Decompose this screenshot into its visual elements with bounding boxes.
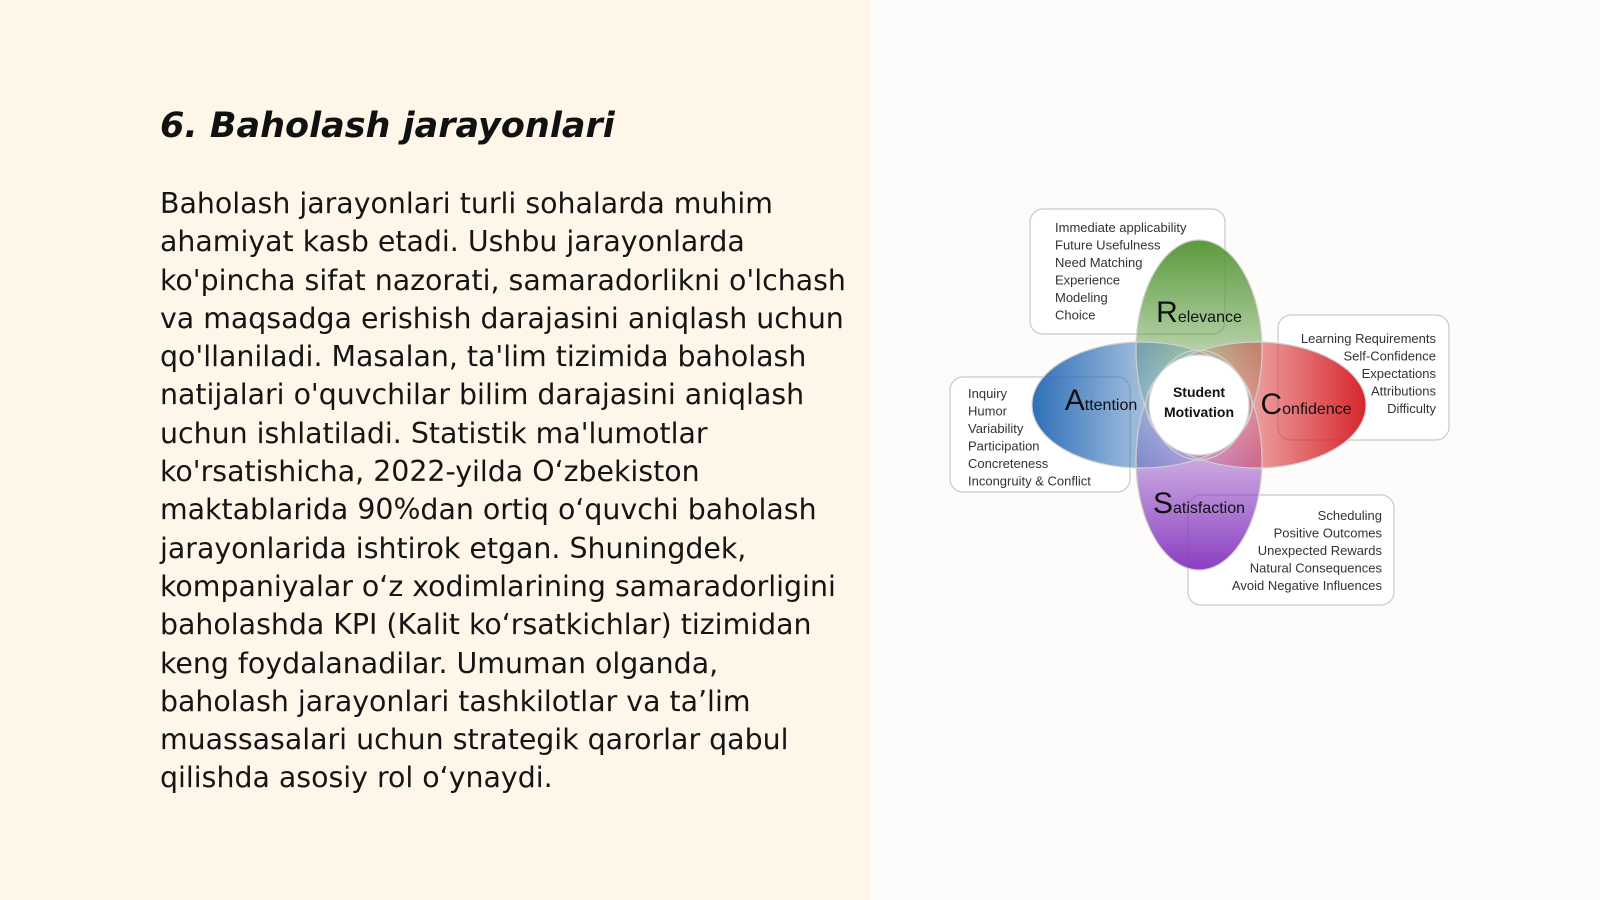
relevance-label: Relevance [1156, 296, 1242, 329]
list-item: Humor [968, 403, 1008, 419]
list-item: Learning Requirements [1300, 331, 1436, 346]
list-item: Variability [968, 421, 1024, 436]
list-item: Concreteness [968, 456, 1049, 471]
list-item: Incongruity & Conflict [968, 473, 1091, 489]
list-item: Positive Outcomes [1273, 525, 1382, 541]
confidence-label: Confidence [1260, 388, 1352, 421]
list-item: Inquiry [968, 386, 1008, 401]
arcs-motivation-diagram [945, 205, 1455, 610]
list-item: Modeling [1055, 290, 1108, 305]
center-label-student: Student [1172, 384, 1226, 400]
list-item: Unexpected Rewards [1257, 543, 1382, 558]
list-item: Avoid Negative Influences [1231, 578, 1382, 593]
list-item: Difficulty [1387, 401, 1436, 416]
list-item: Choice [1055, 307, 1096, 323]
list-item: Natural Consequences [1249, 560, 1382, 576]
slide-title: 6. Baholash jarayonlari [160, 106, 615, 146]
list-item: Attributions [1370, 383, 1436, 399]
list-item: Need Matching [1055, 255, 1143, 270]
list-item: Scheduling [1317, 508, 1382, 523]
center-label-motivation: Motivation [1164, 404, 1234, 420]
list-item: Experience [1055, 272, 1121, 288]
list-item: Immediate applicability [1055, 220, 1187, 235]
list-item: Self-Confidence [1343, 348, 1436, 364]
list-item: Future Usefulness [1055, 237, 1161, 253]
list-item: Expectations [1361, 366, 1436, 381]
attention-label: Attention [1064, 384, 1138, 417]
body-paragraph: Baholash jarayonlari turli sohalarda muhim ahamiyat kasb etadi. Ushbu jarayonlarda ko'pincha sifat nazorati, samaradorlikni o'lchash va maqsadga erishish darajasini aniqlash uchun qo'llaniladi. Masalan, ta'lim tizimida baholash natijalari o'quvchilar bilim darajasini aniqlash uchun ishlatiladi. Statistik ma'lumotlar ko'rsatishicha, 2022-yilda O‘zbekiston maktablarida 90%dan ortiq o‘quvchi baholash jarayonlarida ishtirok etgan. Shuningdek, kompaniyalar o‘z xodimlarining samaradorligini baholashda KPI (Kalit ko‘rsatkichlar) tizimidan keng foydalanadilar. Umuman olganda, baholash jarayonlari tashkilotlar va ta’lim muassasalari uchun strategik qarorlar qabul qilishda asosiy rol o‘ynaydi. [160, 187, 846, 795]
satisfaction-label: Satisfaction [1152, 487, 1246, 520]
list-item: Participation [968, 438, 1040, 454]
